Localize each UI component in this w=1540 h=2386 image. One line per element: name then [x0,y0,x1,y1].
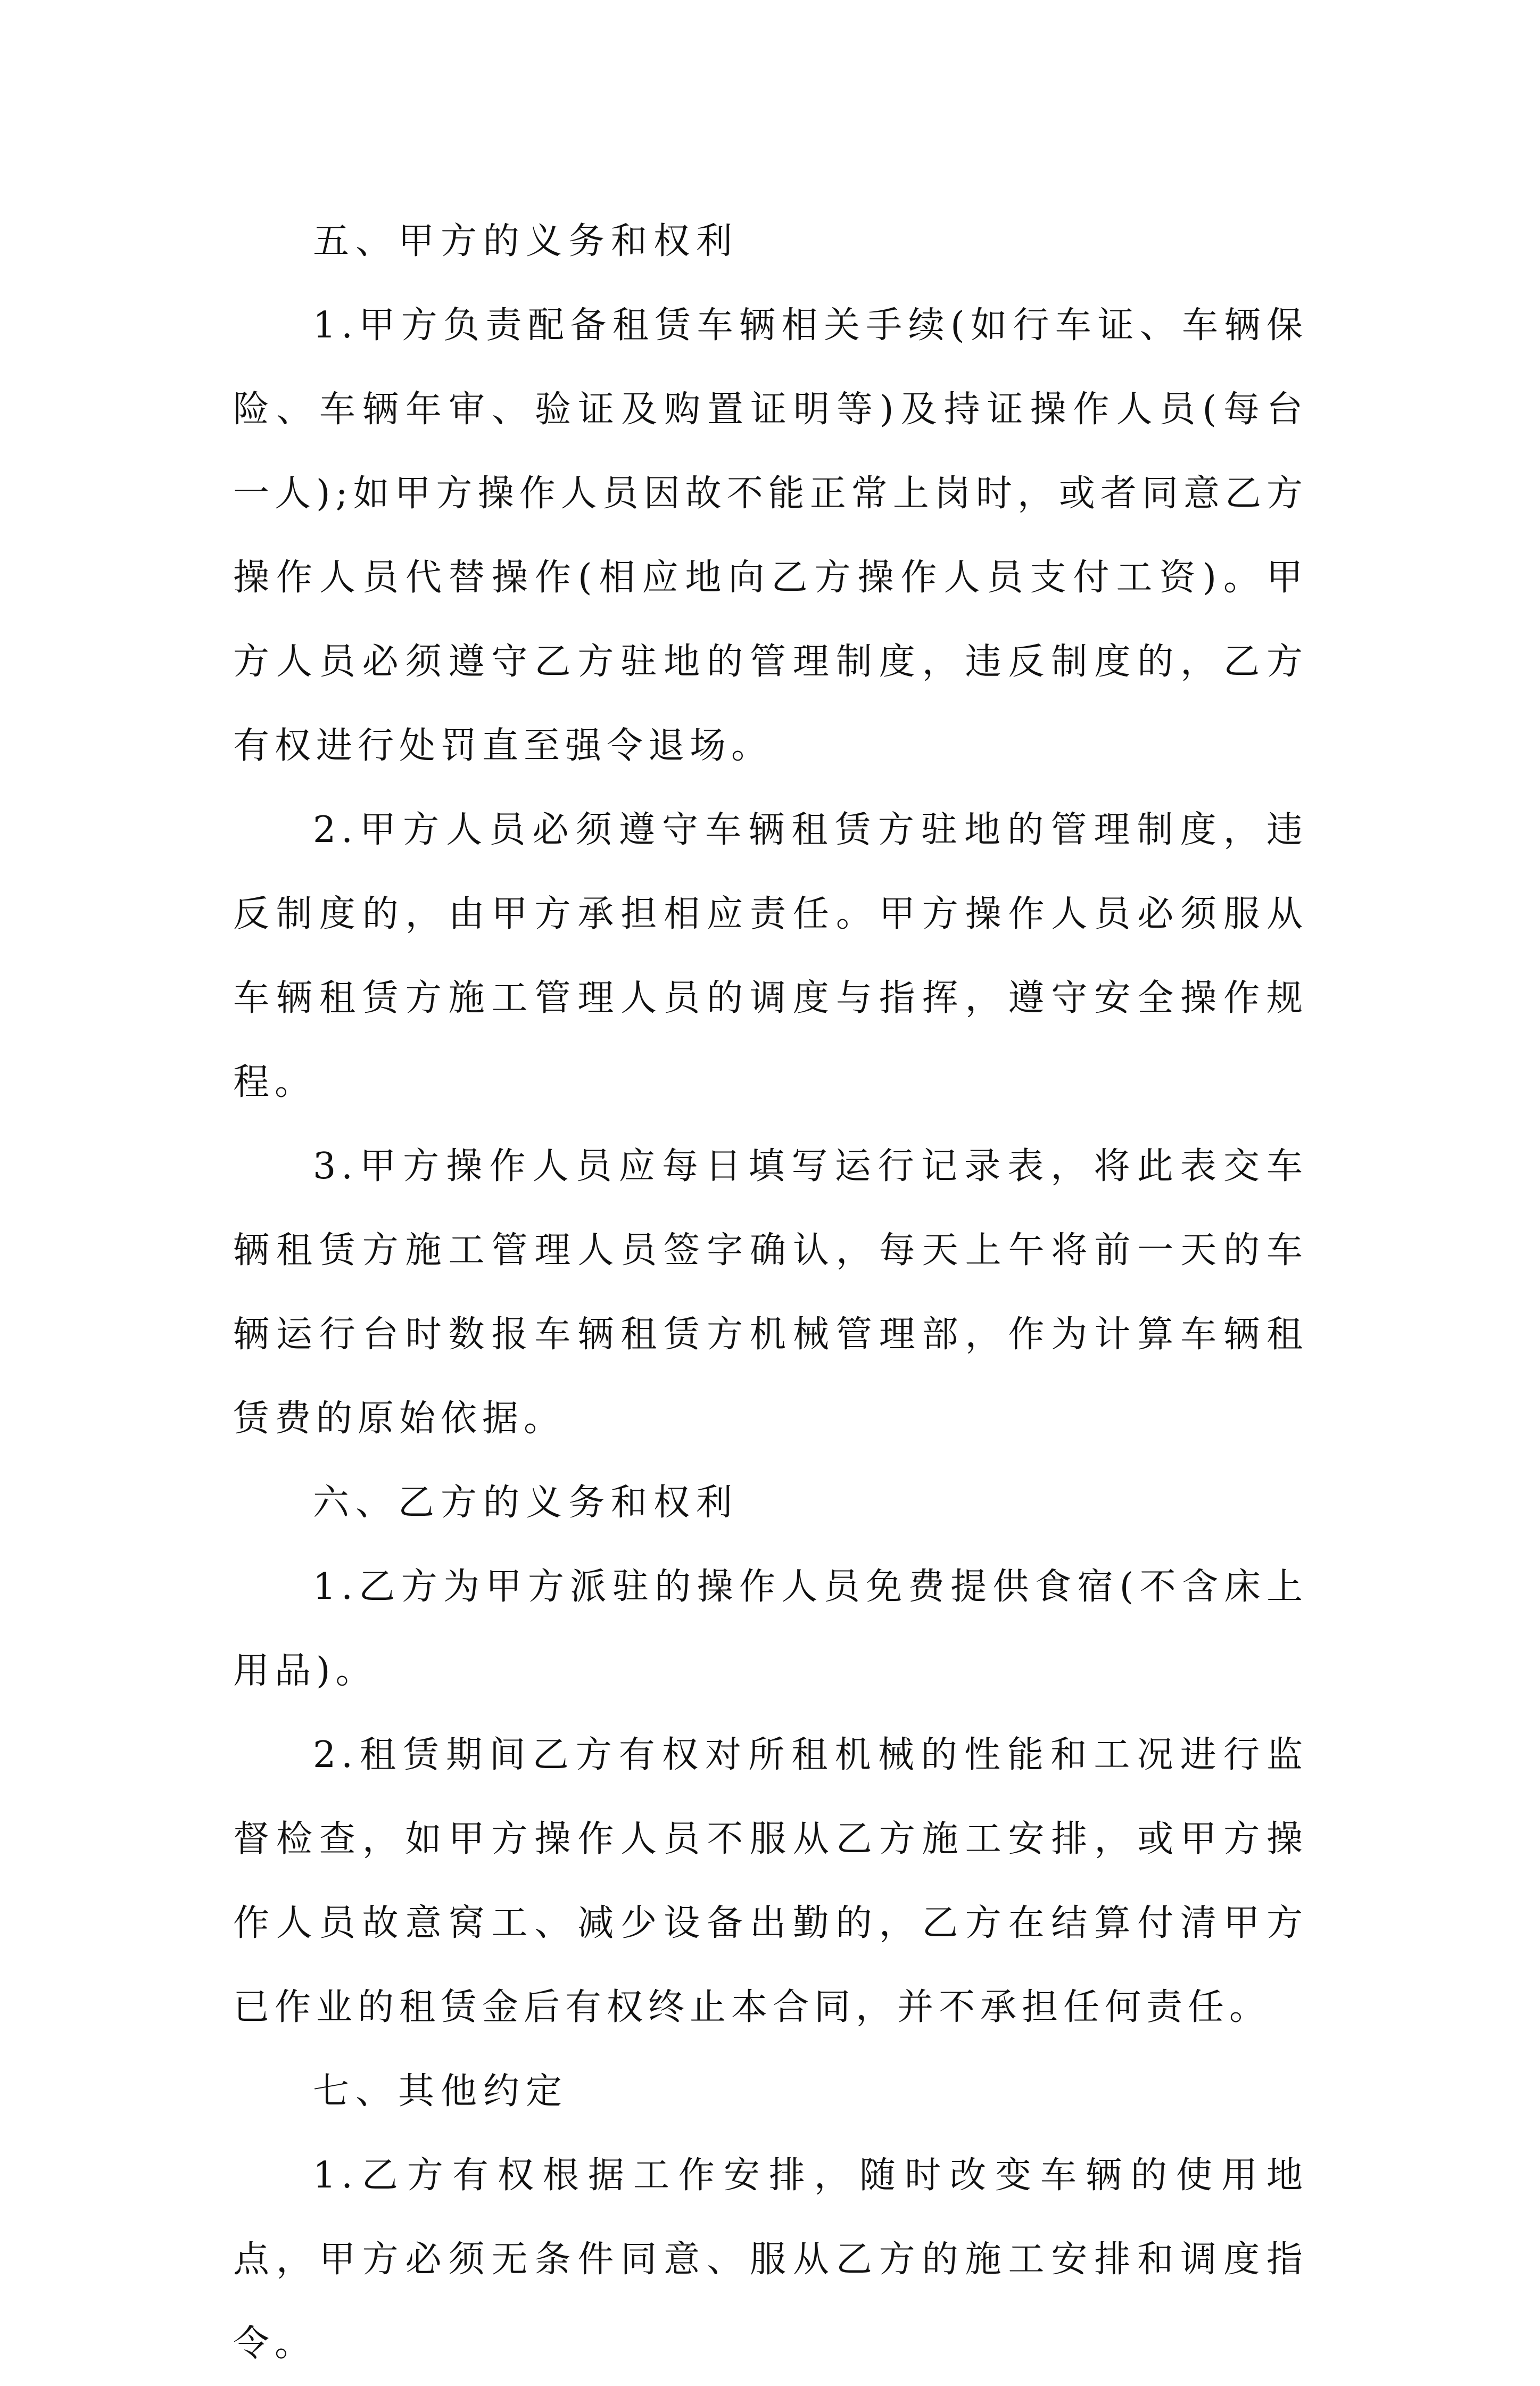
section-heading-7: 七、其他约定 [313,2070,569,2112]
contract-body [233,200,1308,2386]
section-heading-6: 六、乙方的义务和权利 [313,1482,739,1524]
clause-5-2: 2.甲方人员必须遵守车辆租赁方驻地的管理制度，违反制度的，由甲方承担相应责任。甲方操作人员必须服从车辆租赁方施工管理人员的调度与指挥，遵守安全操作规程。 [233,809,1308,1103]
clause-7-1: 1.乙方有权根据工作安排，随时改变车辆的使用地点，甲方必须无条件同意、服从乙方的施工安排和调度指令。 [233,2154,1308,2365]
clause-5-3: 3.甲方操作人员应每日填写运行记录表，将此表交车辆租赁方施工管理人员签字确认，每天上午将前一天的车辆运行台时数报车辆租赁方机械管理部，作为计算车辆租赁费的原始依据。 [233,1145,1308,1440]
section-heading-5: 五、甲方的义务和权利 [313,220,739,262]
clause-5-1: 1.甲方负责配备租赁车辆相关手续(如行车证、车辆保险、车辆年审、验证及购置证明等)及持证操作人员(每台一人);如甲方操作人员因故不能正常上岗时，或者同意乙方操作人员代替操作(相应地向乙方操作人员支付工资)。甲方人员必须遵守乙方驻地的管理制度，违反制度的，乙方有权进行处罚直至强令退场。 [233,304,1308,767]
clause-6-1: 1.乙方为甲方派驻的操作人员免费提供食宿(不含床上用品)。 [233,1566,1308,1692]
clause-6-2: 2.租赁期间乙方有权对所租机械的性能和工况进行监督检查，如甲方操作人员不服从乙方施工安排，或甲方操作人员故意窝工、减少设备出勤的，乙方在结算付清甲方已作业的租赁金后有权终止本合同，并不承担任何责任。 [233,1734,1308,2028]
